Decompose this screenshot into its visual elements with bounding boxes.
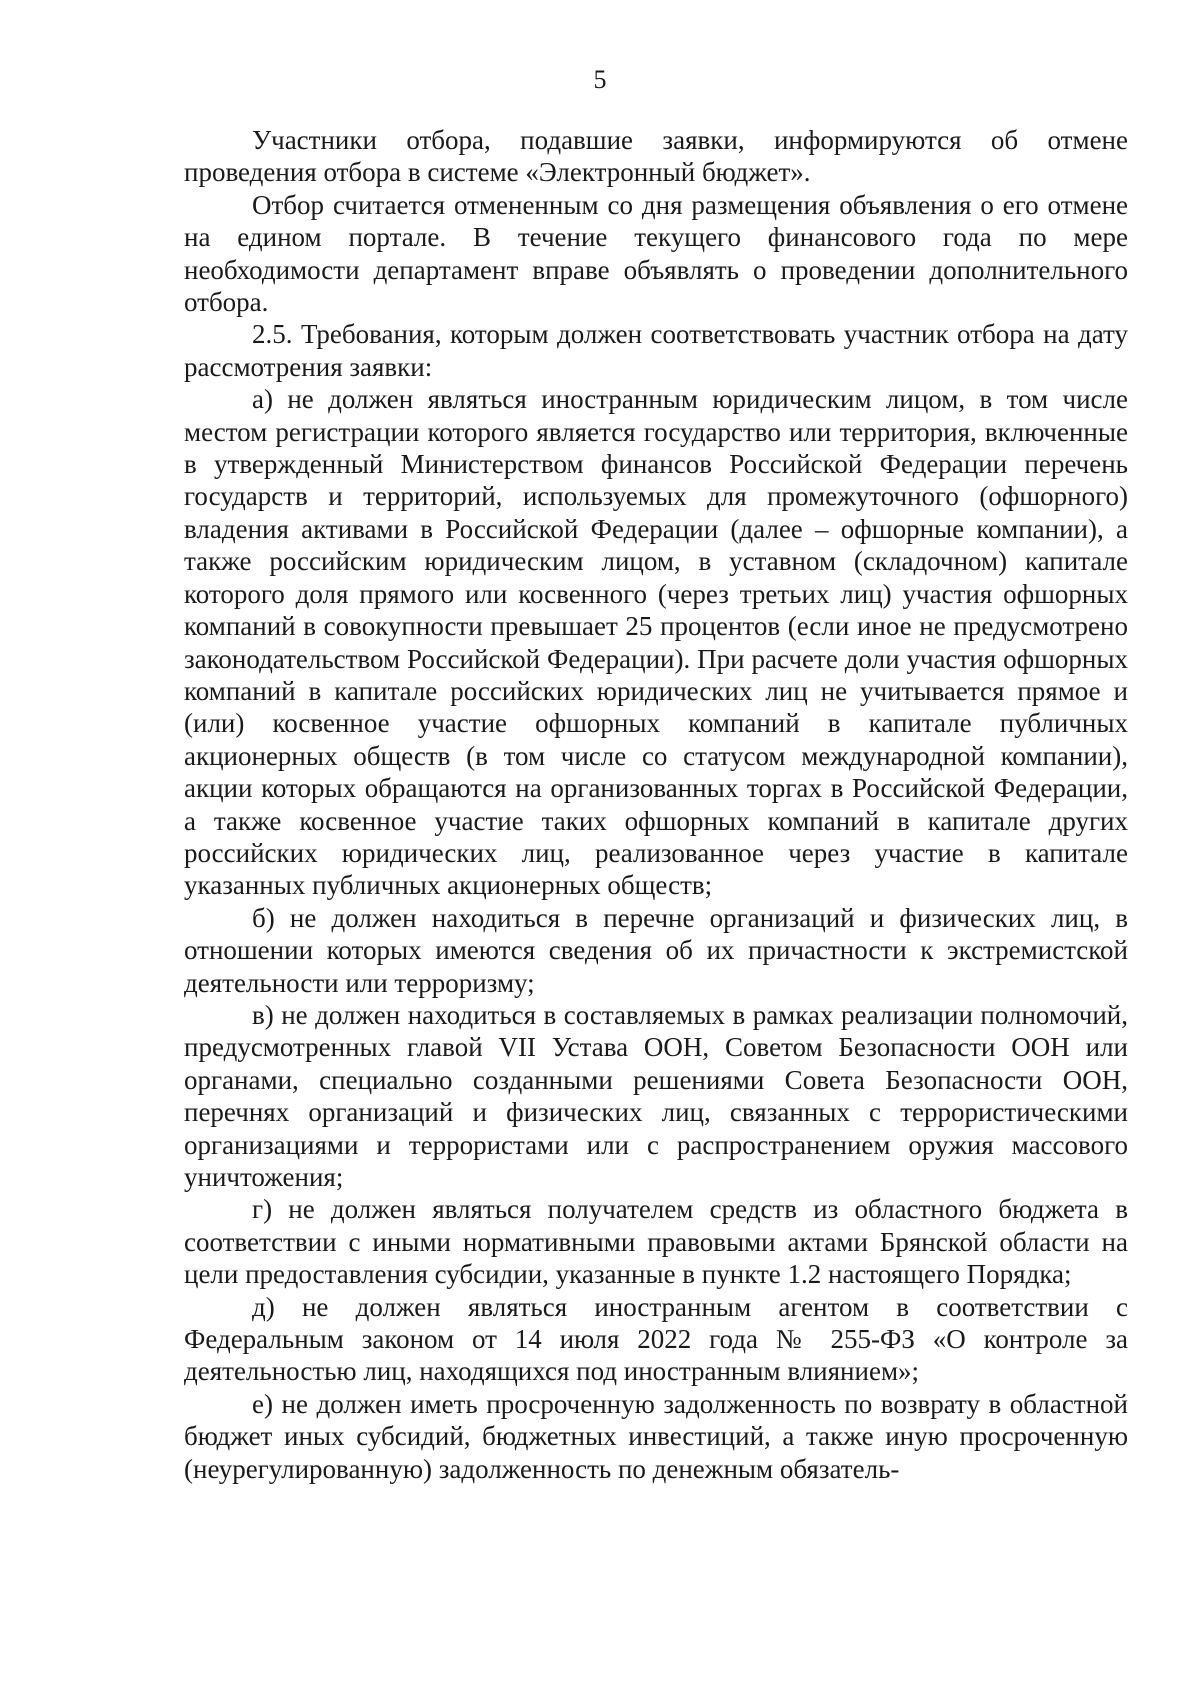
document-body	[184, 124, 1128, 1485]
paragraph-cancellation-effective: Отбор считается отмененным со дня размещения объявления о его отмене на едином портале. В течение текущего финансового года по мере необходимости департамент вправе объявлять о проведении дополнительного отбора.	[184, 189, 1128, 318]
paragraph-requirement-b: б) не должен находиться в перечне организаций и физических лиц, в отношении которых имеются сведения об их причастности к экстремистской деятельности или терроризму;	[184, 902, 1128, 998]
paragraph-requirements-heading: 2.5. Требования, которым должен соответствовать участник отбора на дату рассмотрения заявки:	[184, 319, 1128, 382]
paragraph-requirement-v: в) не должен находиться в составляемых в рамках реализации полномочий, предусмотренных главой VII Устава ООН, Советом Безопасности ООН или органами, специально созданными решениями Совета Безопасности ООН, перечнях организаций и физических лиц, связанных с террористическими организациями и террористами или с распространением оружия массового уничтожения;	[184, 999, 1128, 1192]
paragraph-requirement-e: е) не должен иметь просроченную задолженность по возврату в областной бюджет иных субсидий, бюджетных инвестиций, а также иную просроченную (неурегулированную) задолженность по денежным обязатель-	[184, 1388, 1128, 1484]
paragraph-requirement-a: а) не должен являться иностранным юридическим лицом, в том числе местом регистрации которого является государство или территория, включенные в утвержденный Министерством финансов Российской Федерации перечень государств и территорий, используемых для промежуточного (офшорного) владения активами в Российской Федерации (далее – офшорные компании), а также российским юридическим лицом, в уставном (складочном) капитале которого доля прямого или косвенного (через третьих лиц) участия офшорных компаний в совокупности превышает 25 процентов (если иное не предусмотрено законодательством Российской Федерации). При расчете доли участия офшорных компаний в капитале российских юридических лиц не учитывается прямое и (или) косвенное участие офшорных компаний в капитале публичных акционерных обществ (в том числе со статусом международной компании), акции которых обращаются на организованных торгах в Российской Федерации, а также косвенное участие таких офшорных компаний в капитале других российских юридических лиц, реализованное через участие в капитале указанных публичных акционерных обществ;	[184, 384, 1128, 901]
paragraph-cancellation-notice: Участники отбора, подавшие заявки, информируются об отмене проведения отбора в системе «Электронный бюджет».	[184, 125, 1128, 188]
paragraph-requirement-d: д) не должен являться иностранным агентом в соответствии с Федеральным законом от 14 июля 2022 года № 255-ФЗ «О контроле за деятельностью лиц, находящихся под иностранным влиянием»;	[184, 1291, 1128, 1387]
paragraph-requirement-g: г) не должен являться получателем средств из областного бюджета в соответствии с иными нормативными правовыми актами Брянской области на цели предоставления субсидии, указанные в пункте 1.2 настоящего Порядка;	[184, 1194, 1128, 1290]
page-number: 5	[593, 65, 607, 94]
